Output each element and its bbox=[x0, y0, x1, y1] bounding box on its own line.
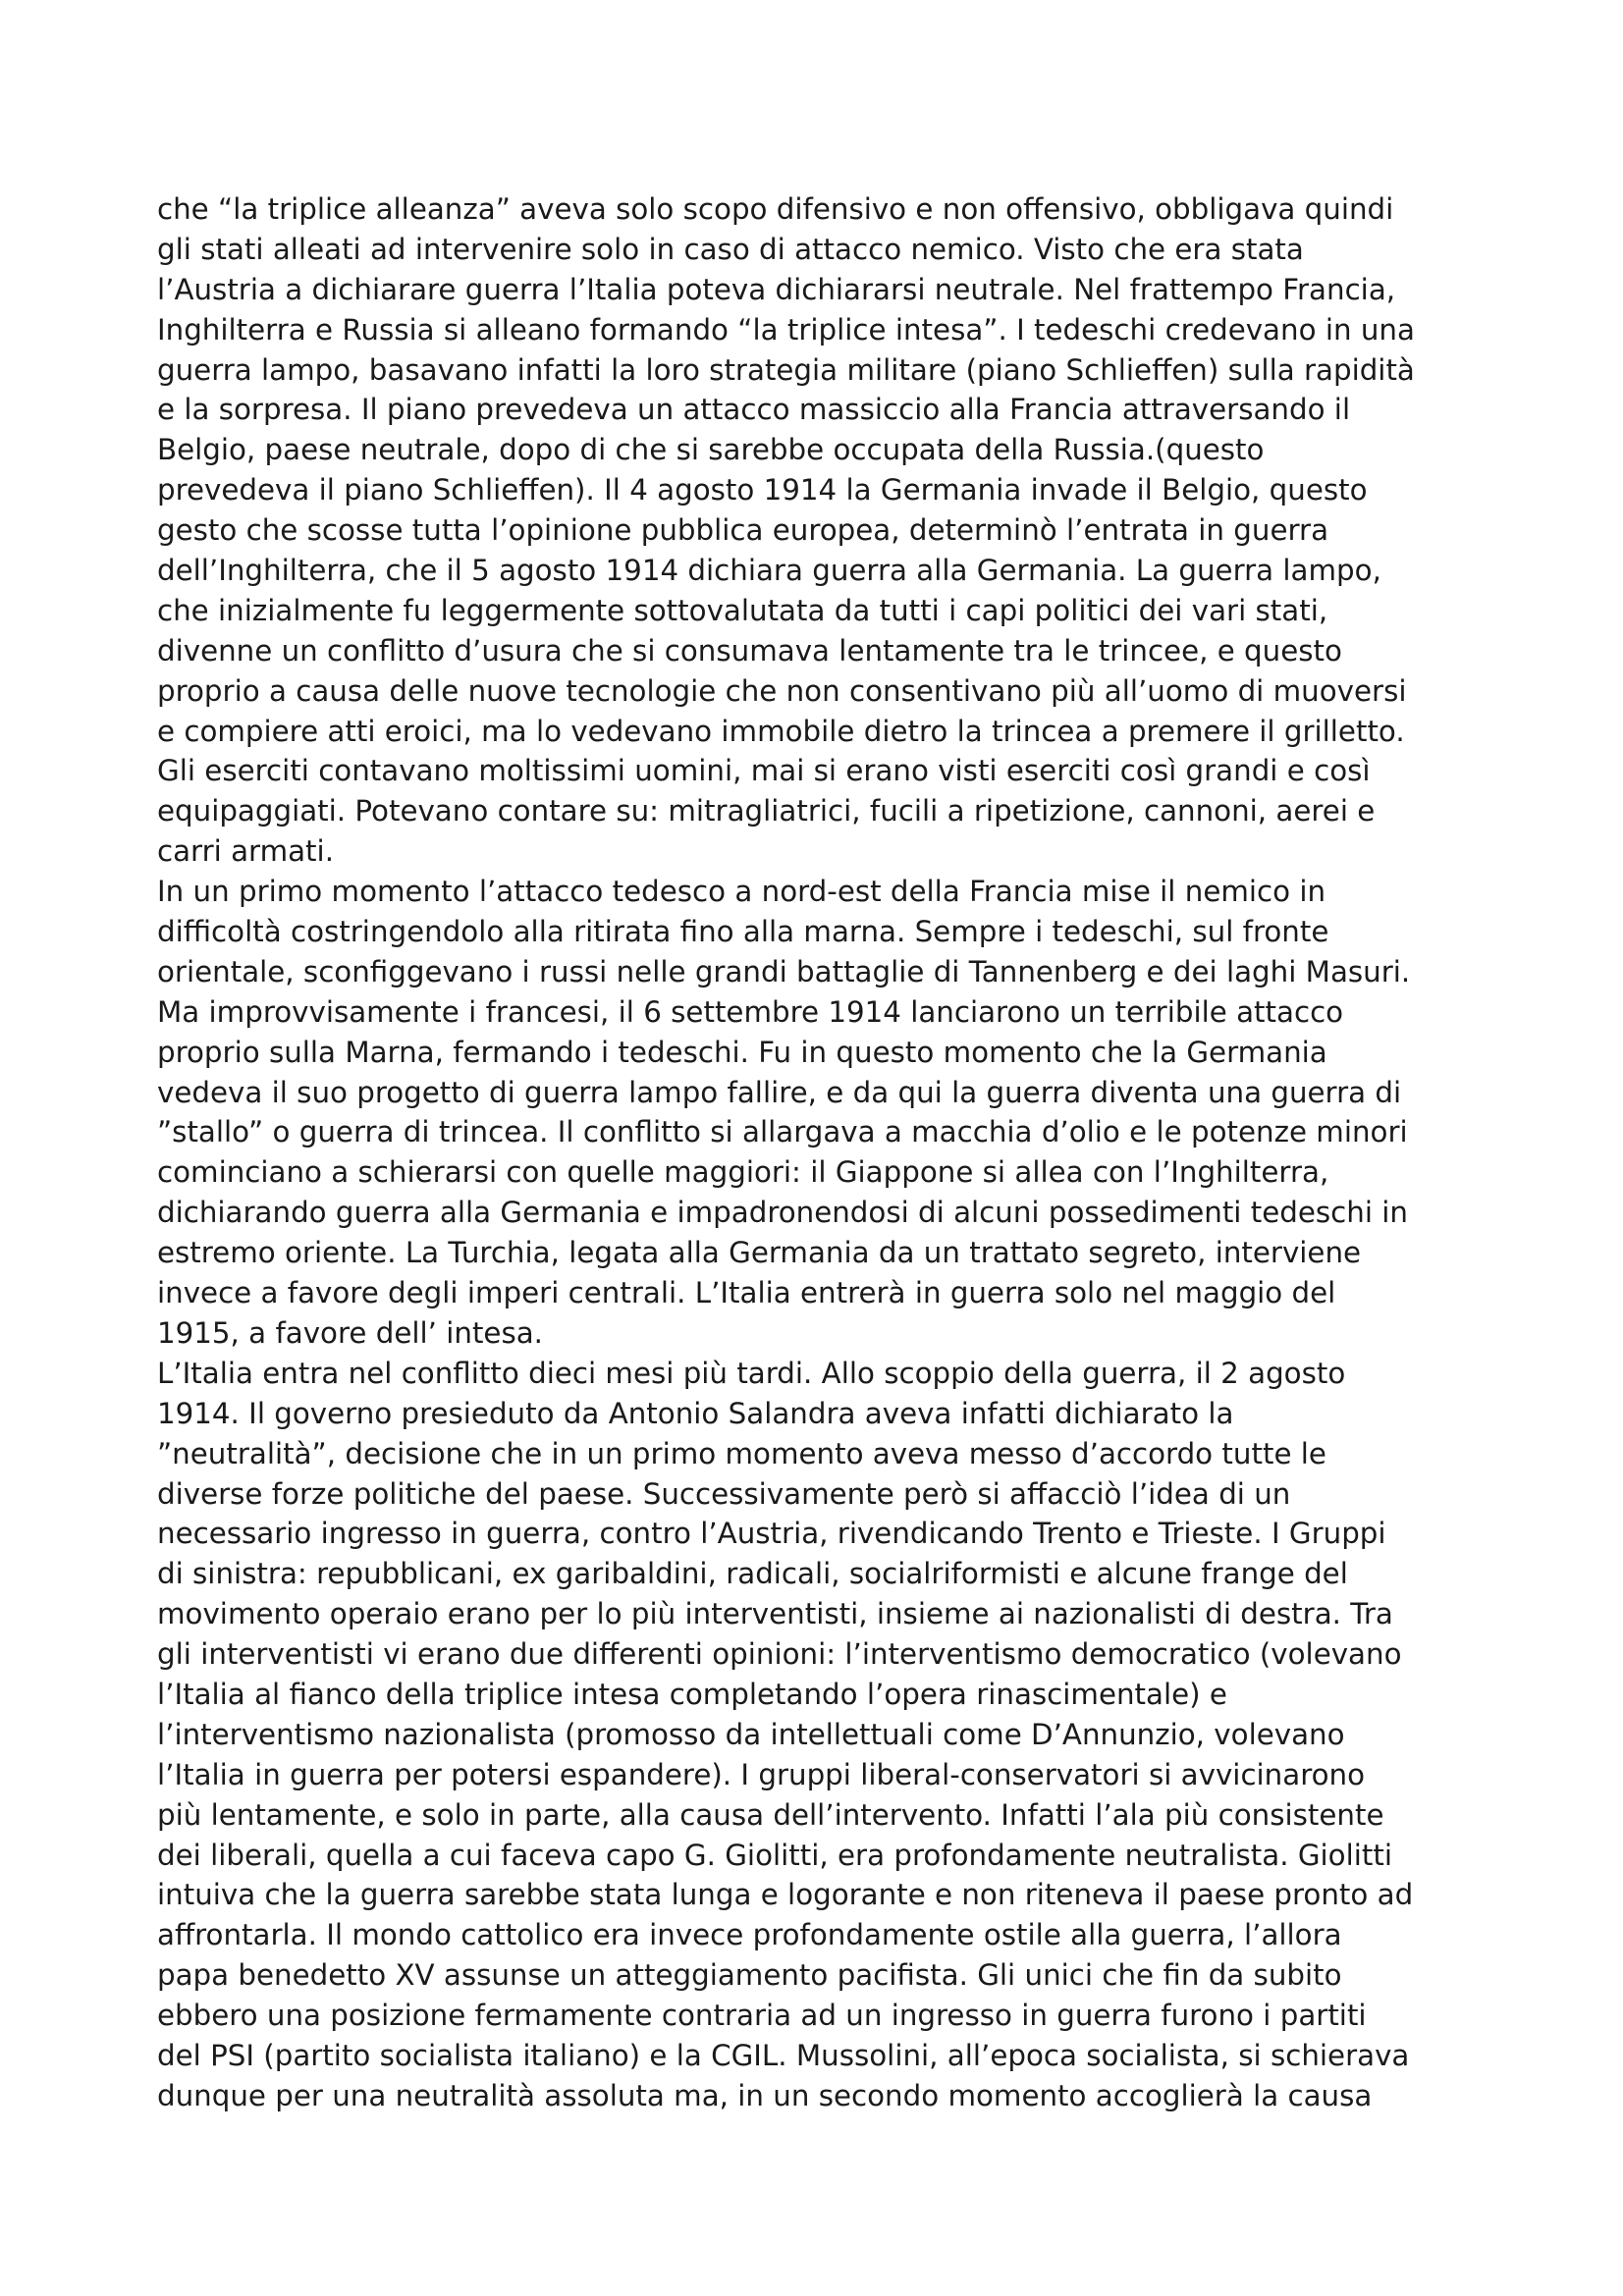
text-line: dei liberali, quella a cui faceva capo G. Giolitti, era profondamente neutralista. Giolitti bbox=[157, 1838, 1392, 1872]
text-line: e la sorpresa. Il piano prevedeva un attacco massiccio alla Francia attraversando il bbox=[157, 393, 1351, 427]
text-line: del PSI (partito socialista italiano) e la CGIL. Mussolini, all’epoca socialista, si schierava bbox=[157, 2038, 1410, 2072]
text-line: che inizialmente fu leggermente sottovalutata da tutti i capi politici dei vari stati, bbox=[157, 593, 1328, 627]
text-line: che “la triplice alleanza” aveva solo scopo difensivo e non offensivo, obbligava quindi bbox=[157, 192, 1394, 226]
text-line: 1914. Il governo presieduto da Antonio Salandra aveva infatti dichiarato la bbox=[157, 1396, 1234, 1430]
text-line: proprio a causa delle nuove tecnologie che non consentivano più all’uomo di muoversi bbox=[157, 673, 1407, 708]
text-line: Belgio, paese neutrale, dopo di che si sarebbe occupata della Russia.(questo bbox=[157, 433, 1265, 467]
text-line: divenne un conflitto d’usura che si consumava lentamente tra le trincee, e questo bbox=[157, 633, 1342, 667]
text-line: l’interventismo nazionalista (promosso da intellettuali come D’Annunzio, volevano bbox=[157, 1717, 1345, 1751]
text-line: gesto che scosse tutta l’opinione pubblica europea, determinò l’entrata in guerra bbox=[157, 513, 1329, 548]
text-line: gli stati alleati ad intervenire solo in caso di attacco nemico. Visto che era stata bbox=[157, 232, 1304, 266]
text-line: 1915, a favore dell’ intesa. bbox=[157, 1315, 543, 1350]
text-line: dunque per una neutralità assoluta ma, in un secondo momento accoglierà la causa bbox=[157, 2078, 1373, 2112]
text-line: vedeva il suo progetto di guerra lampo fallire, e da qui la guerra diventa una guerra di bbox=[157, 1075, 1402, 1109]
text-line: l’Italia in guerra per potersi espandere). I gruppi liberal-conservatori si avvicinarono bbox=[157, 1757, 1366, 1791]
text-line: papa benedetto XV assunse un atteggiamento pacifista. Gli unici che fin da subito bbox=[157, 1958, 1342, 1993]
text-line: difficoltà costringendolo alla ritirata fino alla marna. Sempre i tedeschi, sul fronte bbox=[157, 915, 1329, 949]
text-line: carri armati. bbox=[157, 834, 335, 869]
text-line: gli interventisti vi erano due differenti opinioni: l’interventismo democratico (volevano bbox=[157, 1637, 1402, 1672]
text-line: più lentamente, e solo in parte, alla causa dell’intervento. Infatti l’ala più consistente bbox=[157, 1797, 1384, 1832]
text-line: dichiarando guerra alla Germania e impadronendosi di alcuni possedimenti tedeschi in bbox=[157, 1196, 1408, 1230]
text-line: Ma improvvisamente i francesi, il 6 settembre 1914 lanciarono un terribile attacco bbox=[157, 994, 1344, 1029]
text-line: necessario ingresso in guerra, contro l’Austria, rivendicando Trento e Trieste. I Gruppi bbox=[157, 1517, 1386, 1551]
text-line: e compiere atti eroici, ma lo vedevano immobile dietro la trincea a premere il grilletto. bbox=[157, 714, 1405, 748]
text-line: estremo oriente. La Turchia, legata alla Germania da un trattato segreto, interviene bbox=[157, 1236, 1362, 1270]
text-line: intuiva che la guerra sarebbe stata lunga e logorante e non riteneva il paese pronto ad bbox=[157, 1878, 1414, 1912]
text-line: proprio sulla Marna, fermando i tedeschi. Fu in questo momento che la Germania bbox=[157, 1035, 1327, 1069]
text-line: guerra lampo, basavano infatti la loro strategia militare (piano Schlieffen) sulla rapidità bbox=[157, 352, 1415, 387]
text-line: affrontarla. Il mondo cattolico era invece profondamente ostile alla guerra, l’allora bbox=[157, 1918, 1342, 1952]
text-line: l’Italia al fianco della triplice intesa completando l’opera rinascimentale) e bbox=[157, 1677, 1227, 1711]
text-line: prevedeva il piano Schlieffen). Il 4 agosto 1914 la Germania invade il Belgio, questo bbox=[157, 473, 1368, 507]
text-line: diverse forze politiche del paese. Successivamente però si affacciò l’idea di un bbox=[157, 1476, 1291, 1511]
text-line: ”stallo” o guerra di trincea. Il conflitto si allargava a macchia d’olio e le potenze minori bbox=[157, 1115, 1408, 1149]
text-line: cominciano a schierarsi con quelle maggiori: il Giappone si allea con l’Inghilterra, bbox=[157, 1155, 1329, 1190]
text-line: invece a favore degli imperi centrali. L’Italia entrerà in guerra solo nel maggio del bbox=[157, 1276, 1336, 1310]
text-line: l’Austria a dichiarare guerra l’Italia poteva dichiararsi neutrale. Nel frattempo Francia, bbox=[157, 272, 1396, 306]
text-line: Inghilterra e Russia si alleano formando “la triplice intesa”. I tedeschi credevano in una bbox=[157, 312, 1415, 347]
text-line: di sinistra: repubblicani, ex garibaldini, radicali, socialriformisti e alcune frange del bbox=[157, 1557, 1348, 1591]
text-line: ebbero una posizione fermamente contraria ad un ingresso in guerra furono i partiti bbox=[157, 1999, 1367, 2033]
text-line: In un primo momento l’attacco tedesco a nord-est della Francia mise il nemico in bbox=[157, 875, 1326, 909]
text-line: dell’Inghilterra, che il 5 agosto 1914 dichiara guerra alla Germania. La guerra lampo, bbox=[157, 554, 1381, 588]
text-line: movimento operaio erano per lo più interventisti, insieme ai nazionalisti di destra. Tra bbox=[157, 1597, 1393, 1631]
text-line: ”neutralità”, decisione che in un primo momento aveva messo d’accordo tutte le bbox=[157, 1436, 1326, 1470]
text-line: Gli eserciti contavano moltissimi uomini, mai si erano visti eserciti così grandi e così bbox=[157, 754, 1371, 788]
text-line: equipaggiati. Potevano contare su: mitragliatrici, fucili a ripetizione, cannoni, aerei e bbox=[157, 794, 1376, 828]
body-text bbox=[157, 189, 1478, 2116]
text-line: orientale, sconfiggevano i russi nelle grandi battaglie di Tannenberg e dei laghi Masuri. bbox=[157, 954, 1411, 988]
text-line: L’Italia entra nel conflitto dieci mesi più tardi. Allo scoppio della guerra, il 2 agosto bbox=[157, 1356, 1346, 1390]
